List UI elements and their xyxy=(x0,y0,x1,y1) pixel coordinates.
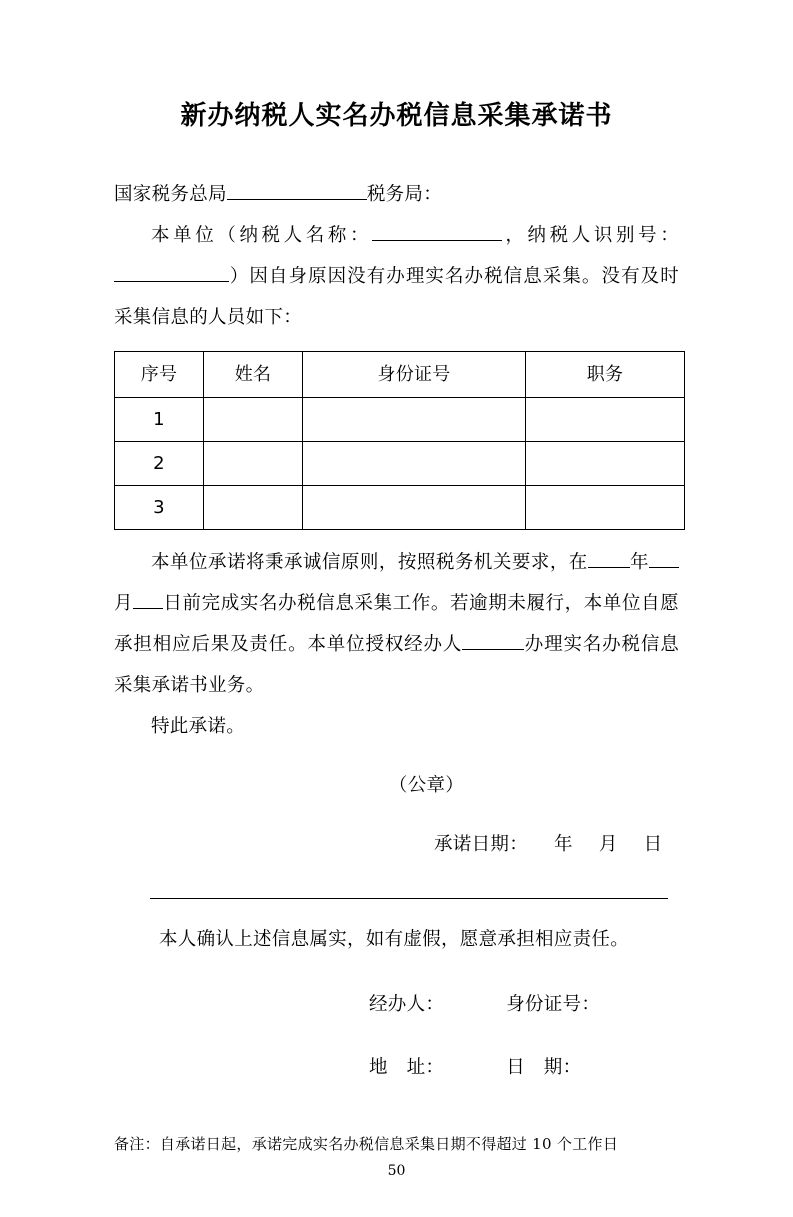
para2-rest: 日前完成实名办税信息采集工作。若逾期未履行，本单位自愿承担相应后果及责任。本单位授权经办人 xyxy=(114,593,679,655)
cell-name[interactable] xyxy=(204,398,303,442)
operator-name-blank[interactable] xyxy=(462,649,524,650)
date-label: 日 期： xyxy=(506,1057,582,1078)
cell-name[interactable] xyxy=(204,442,303,486)
cell-name[interactable] xyxy=(204,486,303,530)
table-row xyxy=(115,442,685,486)
document-page xyxy=(0,95,793,1217)
paragraph-2 xyxy=(114,542,679,706)
confirmation-text: 本人确认上述信息属实，如有虚假，愿意承担相应责任。 xyxy=(159,929,630,950)
cell-no: 2 xyxy=(115,442,204,486)
cell-post[interactable] xyxy=(526,398,685,442)
address-date-row xyxy=(114,1047,679,1088)
cell-post[interactable] xyxy=(526,442,685,486)
table-header-row xyxy=(115,352,685,398)
para2-month: 月 xyxy=(114,593,134,614)
addressee-prefix: 国家税务总局 xyxy=(114,184,227,205)
para2-part-a: 本单位承诺将秉承诚信原则，按照税务机关要求，在 xyxy=(151,552,588,573)
address-label: 地 址： xyxy=(369,1057,445,1078)
paragraph-1 xyxy=(114,215,679,338)
paragraph-3: 特此承诺。 xyxy=(151,716,246,737)
cell-id[interactable] xyxy=(303,442,526,486)
addressee-line xyxy=(114,174,679,215)
table-header-id: 身份证号 xyxy=(303,352,526,398)
seal-line: （公章） xyxy=(388,775,465,796)
cell-no: 1 xyxy=(115,398,204,442)
confirmation-section xyxy=(114,919,679,1165)
addressee-suffix: 税务局： xyxy=(366,184,443,205)
taxpayer-name-blank[interactable] xyxy=(372,240,502,241)
document-body xyxy=(114,174,679,865)
cell-no: 3 xyxy=(115,486,204,530)
promise-date-year: 年 xyxy=(554,834,573,855)
promise-date-line xyxy=(114,824,679,865)
para1-part-c: ）因自身原因没有办理实名办税信息采集。没有及时采集信息的人员如下： xyxy=(114,266,679,328)
deadline-year-blank[interactable] xyxy=(588,567,630,568)
persons-table xyxy=(114,351,685,530)
operator-sign-row xyxy=(114,984,679,1025)
promise-date-label: 承诺日期： xyxy=(434,834,529,855)
table-header-name: 姓名 xyxy=(204,352,303,398)
page-number: 50 xyxy=(387,1163,406,1179)
cell-post[interactable] xyxy=(526,486,685,530)
taxpayer-id-blank[interactable] xyxy=(114,281,229,282)
table-row xyxy=(115,486,685,530)
para1-part-b: ，纳税人识别号： xyxy=(502,225,679,246)
promise-date-month: 月 xyxy=(598,834,618,855)
deadline-month-blank[interactable] xyxy=(649,567,679,568)
para1-part-a: 本单位（纳税人名称： xyxy=(151,225,373,246)
section-divider xyxy=(150,898,668,899)
operator-label: 经办人： xyxy=(369,994,445,1015)
cell-id[interactable] xyxy=(303,398,526,442)
deadline-day-blank[interactable] xyxy=(133,608,163,609)
remark-note: 备注：自承诺日起，承诺完成实名办税信息采集日期不得超过 10 个工作日 xyxy=(114,1135,619,1153)
para2-year: 年 xyxy=(629,552,649,573)
idcard-label: 身份证号： xyxy=(506,994,601,1015)
promise-date-day: 日 xyxy=(643,834,663,855)
para2-end: 办理实名办税信息采集承诺书业务。 xyxy=(114,634,680,696)
table-header-post: 职务 xyxy=(526,352,685,398)
tax-bureau-blank[interactable] xyxy=(227,199,367,200)
page-title: 新办纳税人实名办税信息采集承诺书 xyxy=(180,101,613,131)
cell-id[interactable] xyxy=(303,486,526,530)
table-row xyxy=(115,398,685,442)
table-header-no: 序号 xyxy=(115,352,204,398)
